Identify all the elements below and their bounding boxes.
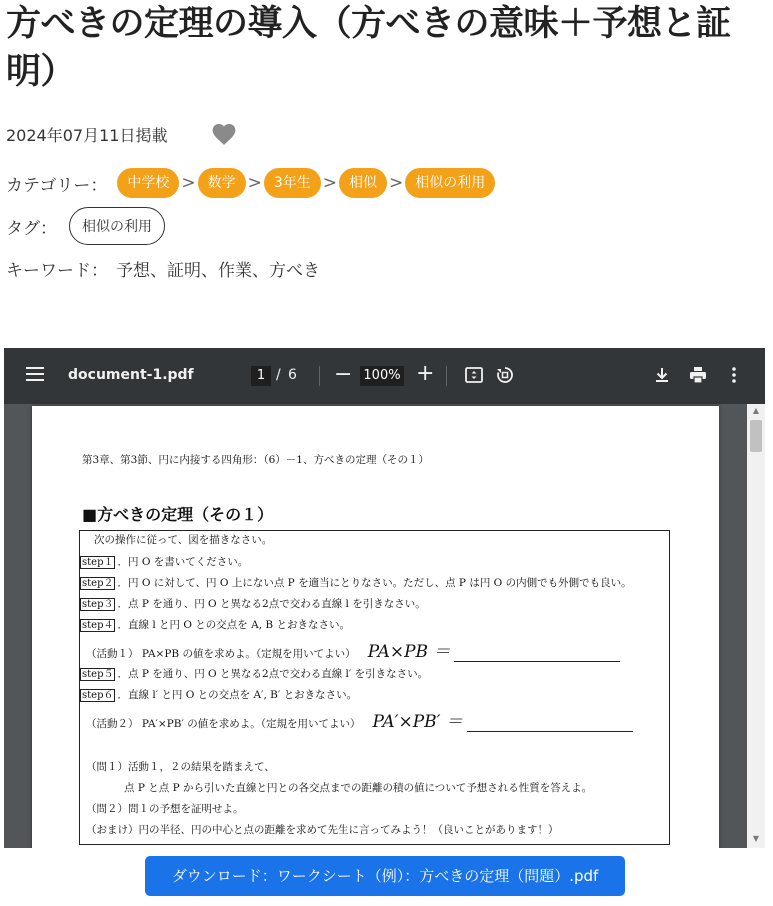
category-separator: >: [181, 173, 196, 193]
category-pill[interactable]: 数学: [198, 168, 246, 198]
step-text: ．直線 l′ と円 O との交点を A′, B′ とおきなさい。: [117, 689, 358, 701]
keyword-row: [6, 256, 320, 281]
download-icon[interactable]: [652, 365, 672, 385]
activity-formula: PA×PB ＝: [367, 642, 451, 662]
activity-formula: PA′×PB′ ＝: [372, 712, 463, 732]
tag-row: [6, 207, 165, 245]
more-options-icon[interactable]: [724, 365, 744, 385]
worksheet-intro: 次の操作に従って、図を描きなさい。: [94, 534, 273, 546]
scroll-up-arrow[interactable]: ▲: [752, 406, 760, 415]
rotate-icon[interactable]: [495, 365, 515, 385]
worksheet-line: [80, 686, 357, 702]
step-text: ．点 P を通り、円 O と異なる2点で交わる直線 l′ を引きなさい。: [117, 668, 429, 680]
step-label: step３: [82, 599, 114, 610]
keyword-list: 予想、証明、作業、方べき: [116, 261, 320, 281]
step-label: step５: [82, 669, 114, 680]
print-icon[interactable]: [688, 365, 708, 385]
answer-line: [467, 719, 633, 732]
category-row: [6, 168, 495, 198]
category-pill[interactable]: 相似の利用: [405, 168, 495, 198]
category-label: カテゴリー：: [6, 175, 108, 196]
answer-line: [454, 649, 620, 662]
fit-page-icon[interactable]: [464, 365, 484, 385]
file-name: document-1.pdf: [68, 367, 194, 383]
activity-text: （活動１） PA×PB の値を求めよ。（定規を用いてよい）: [86, 648, 356, 660]
zoom-out-button[interactable]: −: [334, 362, 353, 387]
worksheet-line: [86, 637, 620, 662]
step-label: step２: [82, 578, 114, 589]
vertical-scrollbar[interactable]: [747, 404, 765, 848]
pdf-page-title: ■方べきの定理（その１）: [82, 505, 274, 524]
tag-chip[interactable]: 相似の利用: [69, 207, 165, 245]
publish-date: 2024年07月11日掲載: [6, 125, 168, 145]
category-pill[interactable]: 3年生: [264, 168, 321, 198]
pdf-page: [32, 406, 719, 848]
category-separator: >: [247, 173, 262, 193]
worksheet-line: [80, 665, 428, 681]
download-worksheet-button[interactable]: ダウンロード：ワークシート（例）：方べきの定理（問題）.pdf: [145, 856, 625, 896]
menu-icon[interactable]: [26, 367, 44, 381]
scroll-down-arrow[interactable]: ▼: [752, 834, 760, 843]
activity-text: （活動２） PA′×PB′ の値を求めよ。（定規を用いてよい）: [86, 718, 361, 730]
pdf-toolbar: [4, 348, 765, 404]
scroll-thumb[interactable]: [750, 420, 762, 452]
date-row: [6, 122, 237, 146]
category-separator: >: [322, 173, 337, 193]
worksheet-line: [80, 595, 426, 611]
page-total: 6: [288, 367, 297, 383]
step-label: step１: [82, 557, 114, 568]
category-pill[interactable]: 相似: [339, 168, 387, 198]
step-label: step４: [82, 620, 114, 631]
worksheet-line: [86, 707, 633, 732]
page-slash: /: [276, 367, 281, 383]
step-text: ．円 O を書いてください。: [117, 556, 249, 568]
step-text: ．点 P を通り、円 O と異なる2点で交わる直線 l を引きなさい。: [117, 598, 426, 610]
question-1-detail: 点 P と点 P から引いた直線と円との各交点までの距離の積の値について予想される性質を答えよ。: [124, 782, 593, 794]
heart-icon[interactable]: [211, 122, 237, 146]
question-2: （問２）問１の予想を証明せよ。: [86, 803, 244, 815]
step-label: step６: [82, 690, 114, 701]
bonus-question: （おまけ）円の半径、円の中心と点の距離を求めて先生に言ってみよう！（良いことがあります！）: [86, 824, 559, 836]
category-pill[interactable]: 中学校: [117, 168, 179, 198]
worksheet-line: [80, 616, 350, 632]
worksheet-line: [80, 574, 632, 590]
question-1: （問１）活動１，２の結果を踏まえて、: [86, 761, 275, 773]
toolbar-divider: [446, 366, 447, 386]
tag-label: タグ：: [6, 218, 57, 239]
toolbar-divider: [319, 366, 320, 386]
step-text: ．円 O に対して、円 O 上にない点 P を適当にとりなさい。ただし、点 P は円 O の内側でも外側でも良い。: [117, 577, 632, 589]
keyword-label: キーワード：: [6, 261, 108, 281]
pdf-page-header: 第3章、第3節、円に内接する四角形：（6）－1、方べきの定理（その１）: [82, 454, 429, 466]
zoom-level[interactable]: 100%: [360, 366, 404, 386]
page-title: 方べきの定理の導入（方べきの意味＋予想と証明）: [6, 4, 731, 92]
pdf-viewer[interactable]: [4, 348, 765, 848]
page-number-input[interactable]: 1: [251, 366, 271, 386]
zoom-in-button[interactable]: +: [416, 361, 435, 386]
category-separator: >: [389, 173, 404, 193]
step-text: ．直線 l と円 O との交点を A, B とおきなさい。: [117, 619, 350, 631]
worksheet-line: [80, 553, 248, 569]
worksheet-box: [79, 530, 670, 845]
